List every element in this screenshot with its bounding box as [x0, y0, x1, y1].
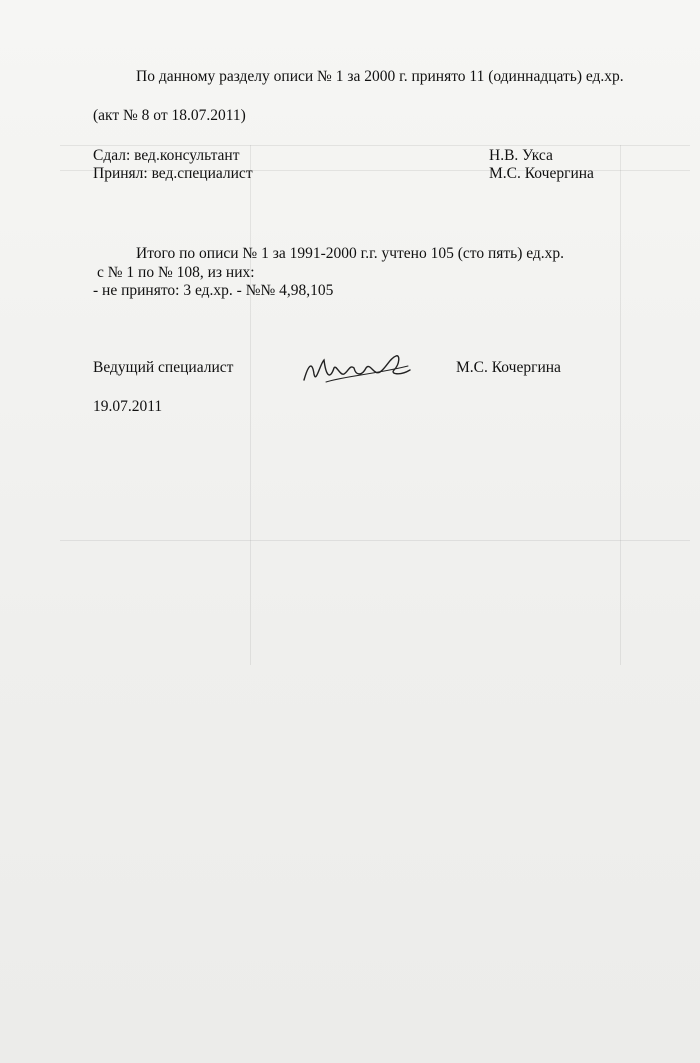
handwritten-signature-icon	[296, 346, 416, 390]
ghost-table-rule	[60, 145, 690, 146]
signer-title: Ведущий специалист	[93, 359, 234, 376]
ghost-table-rule	[620, 145, 621, 665]
range-line: с № 1 по № 108, из них:	[97, 264, 255, 281]
ghost-table-rule	[60, 540, 690, 541]
intro-line: По данному разделу описи № 1 за 2000 г. принято 11 (одиннадцать) ед.хр.	[136, 68, 624, 85]
signature-date: 19.07.2011	[93, 398, 163, 415]
handed-over-name: Н.В. Укса	[489, 147, 553, 164]
act-line: (акт № 8 от 18.07.2011)	[93, 107, 246, 124]
received-role: Принял: вед.специалист	[93, 165, 253, 182]
total-line: Итого по описи № 1 за 1991-2000 г.г. учтено 105 (сто пять) ед.хр.	[136, 245, 565, 262]
handed-over-role: Сдал: вед.консультант	[93, 147, 240, 164]
signer-name: М.С. Кочергина	[456, 359, 561, 376]
ghost-table-rule	[250, 145, 251, 665]
not-accepted-line: - не принято: 3 ед.хр. - №№ 4,98,105	[93, 282, 334, 299]
received-name: М.С. Кочергина	[489, 165, 594, 182]
